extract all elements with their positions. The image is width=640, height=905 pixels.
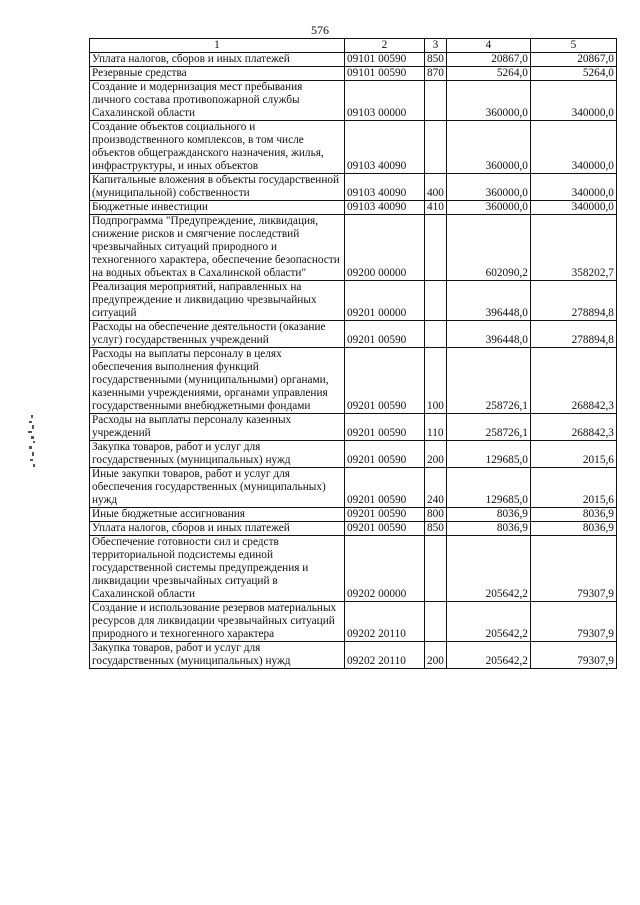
row-code-cell: 09103 40090 bbox=[345, 201, 425, 215]
row-name-cell: Создание объектов социального и производственного комплексов, в том числе объектов общегражданского назначения, жилья, инфраструктуры, и иных объектов bbox=[90, 121, 345, 174]
row-value-col4-cell: 360000,0 bbox=[446, 201, 530, 215]
row-code-cell: 09103 40090 bbox=[345, 121, 425, 174]
row-type-cell: 800 bbox=[425, 508, 447, 522]
scan-artifact-mark bbox=[25, 413, 41, 473]
row-value-col4-cell: 205642,2 bbox=[446, 602, 530, 642]
table-row bbox=[90, 536, 617, 602]
row-name-cell: Капитальные вложения в объекты государственной (муниципальной) собственности bbox=[90, 174, 345, 201]
row-code-cell: 09101 00590 bbox=[345, 67, 425, 81]
row-value-col5-cell: 8036,9 bbox=[530, 522, 616, 536]
row-type-cell: 200 bbox=[425, 642, 447, 669]
row-value-col4-cell: 396448,0 bbox=[446, 281, 530, 321]
row-name-cell: Уплата налогов, сборов и иных платежей bbox=[90, 522, 345, 536]
row-type-cell: 850 bbox=[425, 53, 447, 67]
row-value-col4-cell: 20867,0 bbox=[446, 53, 530, 67]
row-value-col4-cell: 360000,0 bbox=[446, 174, 530, 201]
row-value-col5-cell: 20867,0 bbox=[530, 53, 616, 67]
row-value-col4-cell: 205642,2 bbox=[446, 642, 530, 669]
row-value-col5-cell: 340000,0 bbox=[530, 201, 616, 215]
table-row bbox=[90, 468, 617, 508]
row-name-cell: Закупка товаров, работ и услуг для государственных (муниципальных) нужд bbox=[90, 642, 345, 669]
column-header: 5 bbox=[530, 39, 616, 53]
table-row bbox=[90, 81, 617, 121]
row-code-cell: 09201 00590 bbox=[345, 348, 425, 414]
row-type-cell bbox=[425, 281, 447, 321]
row-value-col4-cell: 258726,1 bbox=[446, 348, 530, 414]
page-number: 576 bbox=[311, 23, 329, 37]
row-code-cell: 09201 00590 bbox=[345, 321, 425, 348]
column-header: 4 bbox=[446, 39, 530, 53]
row-value-col5-cell: 278894,8 bbox=[530, 281, 616, 321]
row-type-cell bbox=[425, 121, 447, 174]
table-row bbox=[90, 174, 617, 201]
row-value-col5-cell: 358202,7 bbox=[530, 215, 616, 281]
row-value-col4-cell: 396448,0 bbox=[446, 321, 530, 348]
table-row bbox=[90, 522, 617, 536]
row-value-col5-cell: 8036,9 bbox=[530, 508, 616, 522]
column-header: 2 bbox=[345, 39, 425, 53]
row-code-cell: 09201 00590 bbox=[345, 468, 425, 508]
row-name-cell: Расходы на обеспечение деятельности (оказание услуг) государственных учреждений bbox=[90, 321, 345, 348]
row-value-col4-cell: 129685,0 bbox=[446, 468, 530, 508]
row-type-cell bbox=[425, 215, 447, 281]
row-value-col5-cell: 2015,6 bbox=[530, 441, 616, 468]
row-type-cell: 870 bbox=[425, 67, 447, 81]
table-header-row bbox=[90, 39, 617, 53]
row-code-cell: 09202 20110 bbox=[345, 602, 425, 642]
row-name-cell: Расходы на выплаты персоналу казенных учреждений bbox=[90, 414, 345, 441]
row-name-cell: Закупка товаров, работ и услуг для государственных (муниципальных) нужд bbox=[90, 441, 345, 468]
row-type-cell: 400 bbox=[425, 174, 447, 201]
row-type-cell: 850 bbox=[425, 522, 447, 536]
row-value-col5-cell: 79307,9 bbox=[530, 536, 616, 602]
table-row bbox=[90, 348, 617, 414]
row-code-cell: 09201 00590 bbox=[345, 414, 425, 441]
row-name-cell: Создание и модернизация мест пребывания личного состава противопожарной службы Сахалинской области bbox=[90, 81, 345, 121]
row-value-col5-cell: 2015,6 bbox=[530, 468, 616, 508]
row-value-col4-cell: 8036,9 bbox=[446, 508, 530, 522]
table-row bbox=[90, 642, 617, 669]
table-row bbox=[90, 281, 617, 321]
table-row bbox=[90, 215, 617, 281]
row-type-cell bbox=[425, 81, 447, 121]
row-value-col4-cell: 258726,1 bbox=[446, 414, 530, 441]
row-name-cell: Иные бюджетные ассигнования bbox=[90, 508, 345, 522]
row-code-cell: 09101 00590 bbox=[345, 53, 425, 67]
row-type-cell: 200 bbox=[425, 441, 447, 468]
row-type-cell: 100 bbox=[425, 348, 447, 414]
row-code-cell: 09201 00590 bbox=[345, 508, 425, 522]
row-value-col4-cell: 360000,0 bbox=[446, 121, 530, 174]
table-row bbox=[90, 121, 617, 174]
row-value-col4-cell: 205642,2 bbox=[446, 536, 530, 602]
row-type-cell bbox=[425, 536, 447, 602]
row-code-cell: 09201 00000 bbox=[345, 281, 425, 321]
column-header: 3 bbox=[425, 39, 447, 53]
row-value-col5-cell: 268842,3 bbox=[530, 414, 616, 441]
row-value-col5-cell: 340000,0 bbox=[530, 121, 616, 174]
row-name-cell: Резервные средства bbox=[90, 67, 345, 81]
budget-table bbox=[89, 38, 617, 669]
row-value-col5-cell: 268842,3 bbox=[530, 348, 616, 414]
table-row bbox=[90, 53, 617, 67]
table-row bbox=[90, 201, 617, 215]
row-value-col4-cell: 8036,9 bbox=[446, 522, 530, 536]
table-row bbox=[90, 441, 617, 468]
row-name-cell: Создание и использование резервов материальных ресурсов для ликвидации чрезвычайных ситуаций природного и техногенного характера bbox=[90, 602, 345, 642]
row-value-col5-cell: 278894,8 bbox=[530, 321, 616, 348]
row-name-cell: Расходы на выплаты персоналу в целях обеспечения выполнения функций государственными (муниципальными) органами, казенными учреждениями, органами управления государственными внебюджетными фондами bbox=[90, 348, 345, 414]
row-code-cell: 09202 00000 bbox=[345, 536, 425, 602]
row-value-col4-cell: 602090,2 bbox=[446, 215, 530, 281]
row-code-cell: 09201 00590 bbox=[345, 441, 425, 468]
row-code-cell: 09202 20110 bbox=[345, 642, 425, 669]
row-type-cell: 410 bbox=[425, 201, 447, 215]
row-value-col5-cell: 5264,0 bbox=[530, 67, 616, 81]
row-type-cell: 240 bbox=[425, 468, 447, 508]
row-value-col4-cell: 5264,0 bbox=[446, 67, 530, 81]
row-name-cell: Бюджетные инвестиции bbox=[90, 201, 345, 215]
row-value-col5-cell: 340000,0 bbox=[530, 81, 616, 121]
table-row bbox=[90, 321, 617, 348]
table-row bbox=[90, 414, 617, 441]
table-row bbox=[90, 67, 617, 81]
row-value-col5-cell: 79307,9 bbox=[530, 642, 616, 669]
table-row bbox=[90, 602, 617, 642]
table-row bbox=[90, 508, 617, 522]
row-value-col5-cell: 340000,0 bbox=[530, 174, 616, 201]
row-name-cell: Иные закупки товаров, работ и услуг для обеспечения государственных (муниципальных) нужд bbox=[90, 468, 345, 508]
row-value-col4-cell: 360000,0 bbox=[446, 81, 530, 121]
row-name-cell: Уплата налогов, сборов и иных платежей bbox=[90, 53, 345, 67]
row-code-cell: 09201 00590 bbox=[345, 522, 425, 536]
row-name-cell: Обеспечение готовности сил и средств территориальной подсистемы единой государственной системы предупреждения и ликвидации чрезвычайных ситуаций в Сахалинской области bbox=[90, 536, 345, 602]
row-code-cell: 09103 00000 bbox=[345, 81, 425, 121]
column-header: 1 bbox=[90, 39, 345, 53]
row-type-cell bbox=[425, 321, 447, 348]
row-type-cell: 110 bbox=[425, 414, 447, 441]
row-code-cell: 09103 40090 bbox=[345, 174, 425, 201]
row-name-cell: Реализация мероприятий, направленных на предупреждение и ликвидацию чрезвычайных ситуаций bbox=[90, 281, 345, 321]
row-code-cell: 09200 00000 bbox=[345, 215, 425, 281]
row-name-cell: Подпрограмма "Предупреждение, ликвидация, снижение рисков и смягчение последствий чрезвычайных ситуаций природного и техногенного характера, обеспечение безопасности на водных объектах в Сахалинской области" bbox=[90, 215, 345, 281]
row-value-col5-cell: 79307,9 bbox=[530, 602, 616, 642]
row-type-cell bbox=[425, 602, 447, 642]
row-value-col4-cell: 129685,0 bbox=[446, 441, 530, 468]
